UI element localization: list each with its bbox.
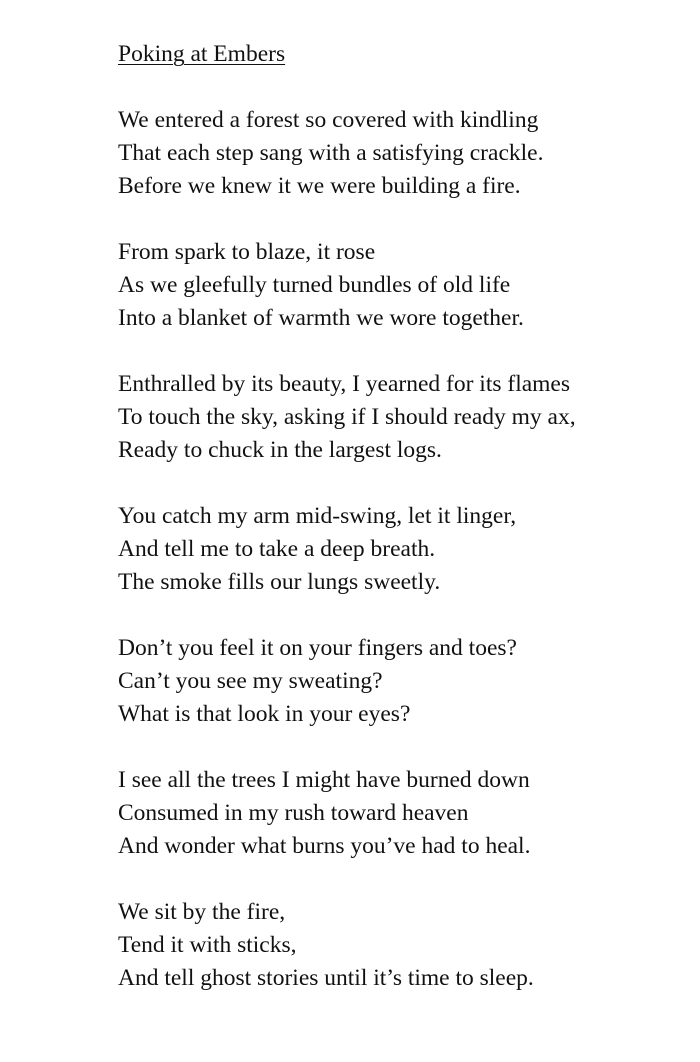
poem-line: To touch the sky, asking if I should ready my ax,	[118, 404, 576, 430]
poem-line: And tell me to take a deep breath.	[118, 536, 436, 562]
poem-line: And wonder what burns you’ve had to heal.	[118, 833, 531, 859]
poem-line: Ready to chuck in the largest logs.	[118, 437, 442, 463]
poem-line: Enthralled by its beauty, I yearned for its flames	[118, 371, 571, 397]
poem-page	[118, 38, 688, 995]
poem-line: Tend it with sticks,	[118, 932, 297, 958]
poem-line: Into a blanket of warmth we wore together.	[118, 305, 524, 331]
poem-line: Don’t you feel it on your fingers and toes?	[118, 635, 517, 661]
poem-line: I see all the trees I might have burned down	[118, 767, 530, 793]
poem-line: We sit by the fire,	[118, 899, 286, 925]
poem-line: That each step sang with a satisfying crackle.	[118, 140, 544, 166]
poem-line: You catch my arm mid-swing, let it linger,	[118, 503, 517, 529]
stanza-6	[118, 764, 688, 863]
poem-line: What is that look in your eyes?	[118, 701, 411, 727]
stanza-2	[118, 236, 688, 335]
poem-line: From spark to blaze, it rose	[118, 239, 376, 265]
poem-line: Consumed in my rush toward heaven	[118, 800, 469, 826]
poem-line: The smoke fills our lungs sweetly.	[118, 569, 441, 595]
stanza-7	[118, 896, 688, 995]
poem-line: Can’t you see my sweating?	[118, 668, 383, 694]
stanza-1	[118, 104, 688, 203]
poem-line: As we gleefully turned bundles of old life	[118, 272, 511, 298]
poem-line: And tell ghost stories until it’s time to sleep.	[118, 965, 534, 991]
poem-title: Poking at Embers	[118, 41, 286, 67]
stanza-5	[118, 632, 688, 731]
poem-line: Before we knew it we were building a fire.	[118, 173, 521, 199]
poem-line: We entered a forest so covered with kindling	[118, 107, 539, 133]
stanza-4	[118, 500, 688, 599]
stanza-3	[118, 368, 688, 467]
